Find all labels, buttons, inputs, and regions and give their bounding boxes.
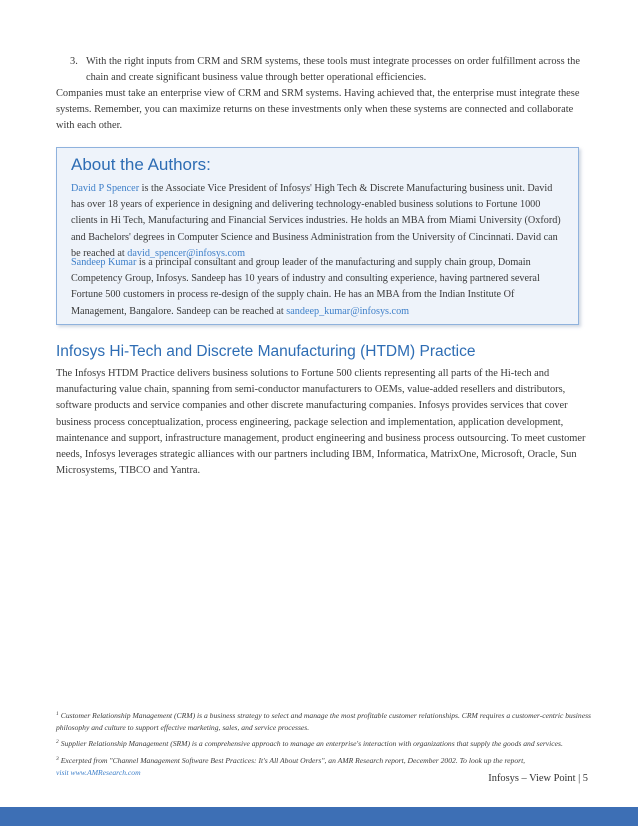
footnote-mark: 1	[56, 711, 59, 717]
about-authors-box	[56, 147, 579, 325]
footnote-mark: 3	[56, 755, 59, 762]
htdm-section-body: The Infosys HTDM Practice delivers business solutions to Fortune 500 clients representing all parts of the Hi-tech and manufacturing value chain, spanning from semi-conductor manufacturers to OEMs, value-added resellers and distributors, software products and service companies and other discrete manufacturing companies. Infosys provides services that cover business process conceptualization, process engineering, package selection and implementation, application development, maintenance and support, infrastructure management, product engineering and business process outsourcing. To meet customer needs, Infosys leverages strategic alliances with our partners including IBM, Informatica, MatrixOne, Microsoft, Oracle, Sun Microsystems, TIBCO and Yantra.	[56, 368, 586, 477]
author-bio-spencer	[71, 181, 567, 262]
bottom-color-bar	[0, 807, 638, 826]
page-footer: Infosys – View Point | 5	[488, 773, 588, 784]
numbered-list-item	[70, 54, 580, 86]
author-name-link[interactable]: David P Spencer	[71, 183, 140, 194]
author-name-link[interactable]: Sandeep Kumar	[71, 257, 137, 268]
footnote-mark: 2	[56, 739, 59, 746]
footnote	[56, 736, 591, 750]
footnote-link[interactable]: visit www.AMResearch.com	[56, 767, 141, 777]
list-number: 3.	[70, 56, 78, 67]
author-bio-text: is the Associate Vice President of Infosys' High Tech & Discrete Manufacturing business unit. David has over 18 years of experience in designing and delivering technology-enabled business solutions to Fortune 1000 clients in Hi Tech, Manufacturing and Financial Services industries. He holds an MBA from Miami University (Oxford) and Bachelors' degrees in Computer Science and Business Administration from the University of Cincinnati. David can be reached at	[71, 183, 561, 259]
author-email-link[interactable]: david_spencer@infosys.com	[127, 247, 246, 259]
list-text: With the right inputs from CRM and SRM systems, these tools must integrate processes on order fulfillment across the chain and create significant business value through better operational efficiencies.	[86, 56, 580, 84]
about-authors-title: About the Authors:	[71, 155, 211, 174]
htdm-section-title: Infosys Hi-Tech and Discrete Manufacturing (HTDM) Practice	[56, 343, 476, 360]
footnote-text: Excerpted from "Channel Management Software Best Practices: It's All About Orders", an AMR Research report, December 2002. To look up the report,	[60, 755, 526, 765]
intro-paragraph: Companies must take an enterprise view of CRM and SRM systems. Having achieved that, the enterprise must integrate these systems. Remember, you can maximize returns on these investments only when these systems are connected and collaborate with each other.	[56, 88, 580, 132]
footnote-text: Customer Relationship Management (CRM) is a business strategy to select and manage the most profitable customer relationships. CRM requires a customer-centric business philosophy and culture to support effective marketing, sales, and service processes.	[56, 711, 591, 733]
footnote-text: Supplier Relationship Management (SRM) is a comprehensive approach to manage an enterprise's interaction with organizations that supply the goods and services.	[60, 739, 563, 749]
footnotes	[56, 708, 591, 781]
author-bio-kumar	[71, 255, 567, 320]
footnote	[56, 708, 591, 734]
author-bio-text: is a principal consultant and group leader of the manufacturing and supply chain group, Domain Competency Group, Infosys. Sandeep has 10 years of industry and consulting experience, having partnered several Fortune 500 customers in process re-design of the supply chain. He has an MBA from the Indian Institute Of Management, Bangalore. Sandeep can be reached at	[71, 257, 540, 317]
author-email-link[interactable]: sandeep_kumar@infosys.com	[286, 305, 410, 317]
